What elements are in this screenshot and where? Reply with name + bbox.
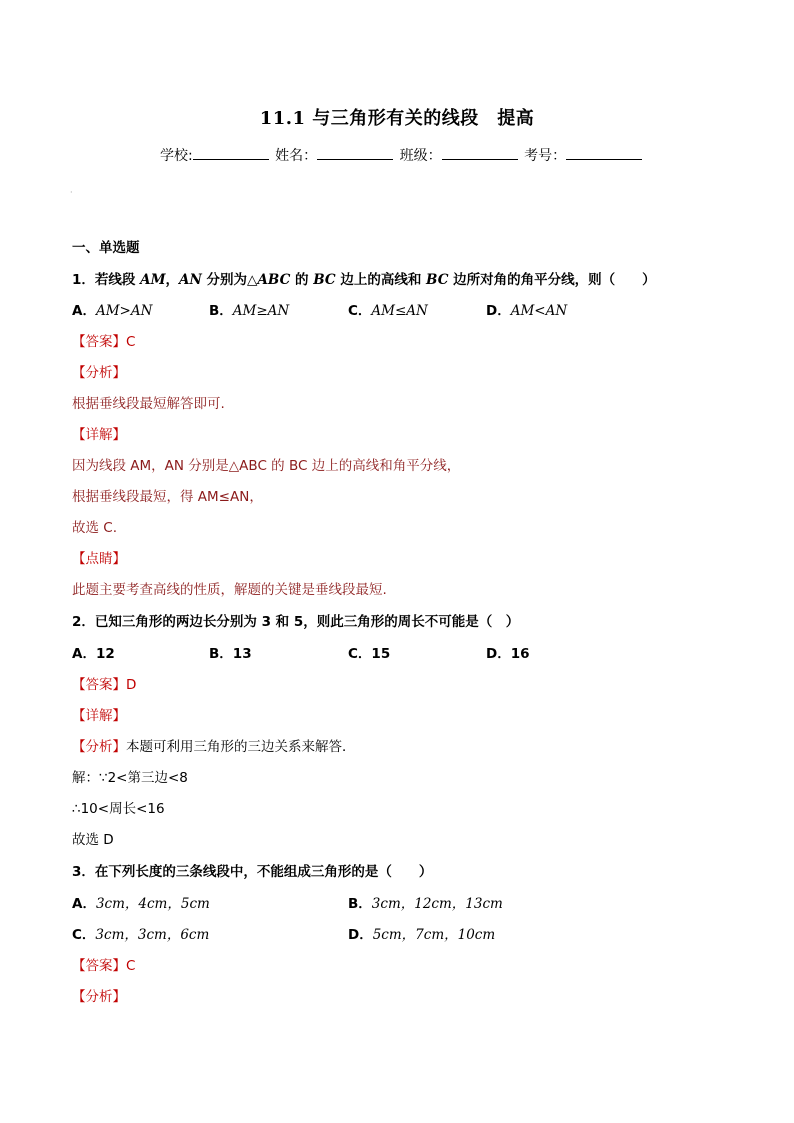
option-label: C． (72, 927, 96, 943)
q2-option-b (209, 642, 252, 662)
option-text: AM>AN (95, 303, 153, 319)
question-1-stem (72, 268, 656, 288)
q3-option-c (72, 923, 209, 943)
q3-option-d (348, 923, 495, 943)
section-heading: 一、单选题 (72, 240, 140, 256)
class-label: 班级： (399, 148, 442, 164)
option-text: 15 (371, 646, 391, 662)
option-text: AM≤AN (371, 303, 428, 319)
answer-label: 【答案】 (72, 677, 126, 693)
q2-option-d (486, 642, 530, 662)
q2-solve-line-1: 解：∵2<第三边<8 (72, 770, 188, 786)
school-label: 学校: (160, 148, 193, 164)
q1-option-d (486, 299, 567, 319)
page-title: 11.1 与三角形有关的线段 提高 (259, 108, 535, 129)
q1-detail-line-1: 因为线段 AM，AN 分别是△ABC 的 BC 边上的高线和角平分线， (72, 458, 461, 474)
q1-analysis-label (72, 361, 126, 381)
q1-stem-var: AN (179, 272, 202, 288)
q2-analysis (72, 735, 356, 755)
q3-option-b (348, 892, 503, 912)
option-text: 3cm，12cm，13cm (371, 896, 503, 912)
name-label: 姓名： (275, 148, 318, 164)
option-text: 5cm，7cm，10cm (372, 927, 496, 943)
q1-detail-line-2: 根据垂线段最短，得 AM≤AN， (72, 489, 263, 505)
class-blank (442, 147, 518, 160)
option-label: A． (72, 646, 96, 662)
decorative-dot: · (70, 188, 73, 197)
q2-answer (72, 673, 136, 693)
answer-label: 【答案】 (72, 958, 126, 974)
option-text: AM≥AN (232, 303, 290, 319)
q2-detail-label (72, 704, 126, 724)
detail-label: 【详解】 (72, 427, 126, 443)
q3-option-a (72, 892, 210, 912)
q1-stem-part: 边所对角的角平分线，则（ ） (448, 272, 656, 288)
q1-option-a (72, 299, 152, 319)
q1-stem-part: 1．若线段 (72, 272, 141, 288)
question-2-stem: 2．已知三角形的两边长分别为 3 和 5，则此三角形的周长不可能是（ ） (72, 614, 520, 630)
number-blank (566, 147, 642, 160)
option-text: AM<AN (510, 303, 568, 319)
q1-stem-var: AM (140, 272, 166, 288)
q1-stem-part: 的 (290, 272, 314, 288)
option-label: D． (486, 303, 511, 319)
q3-analysis-label (72, 985, 126, 1005)
q1-answer (72, 330, 135, 350)
option-text: 3cm，4cm，5cm (95, 896, 210, 912)
q2-solve-line-3: 故选 D (72, 832, 114, 848)
q1-comment-label (72, 547, 126, 567)
q1-stem-part: 分别为△ (201, 272, 258, 288)
answer-value: D (126, 677, 137, 693)
option-text: 13 (232, 646, 252, 662)
analysis-label: 【分析】 (72, 365, 126, 381)
option-label: D． (348, 927, 373, 943)
option-label: B． (348, 896, 372, 912)
answer-value: C (126, 958, 136, 974)
q3-answer (72, 954, 135, 974)
q1-stem-part: ， (165, 272, 180, 288)
q1-stem-part: 边上的高线和 (335, 272, 427, 288)
comment-label: 【点睛】 (72, 551, 126, 567)
q1-stem-var: BC (426, 272, 449, 288)
q1-stem-var: ABC (257, 272, 291, 288)
option-text: 16 (510, 646, 530, 662)
analysis-text: 本题可利用三角形的三边关系来解答． (126, 739, 356, 755)
number-label: 考号： (524, 148, 567, 164)
q1-detail-label (72, 423, 126, 443)
q2-solve-line-2: ∴10<周长<16 (72, 801, 165, 817)
option-label: B． (209, 646, 233, 662)
option-label: B． (209, 303, 233, 319)
q1-detail-line-3: 故选 C. (72, 520, 118, 536)
name-blank (317, 147, 393, 160)
answer-value: C (126, 334, 136, 350)
q2-option-c (348, 642, 390, 662)
question-3-stem: 3．在下列长度的三条线段中，不能组成三角形的是（ ） (72, 864, 433, 880)
q1-comment-text: 此题主要考查高线的性质，解题的关键是垂线段最短. (72, 582, 387, 598)
detail-label: 【详解】 (72, 708, 126, 724)
option-label: D． (486, 646, 511, 662)
school-blank (193, 147, 269, 160)
option-label: A． (72, 303, 96, 319)
option-text: 3cm，3cm，6cm (95, 927, 210, 943)
q1-analysis-text: 根据垂线段最短解答即可. (72, 396, 225, 412)
student-info-line (160, 145, 644, 165)
answer-label: 【答案】 (72, 334, 126, 350)
q1-option-b (209, 299, 289, 319)
q1-stem-var: BC (313, 272, 336, 288)
option-text: 12 (95, 646, 115, 662)
analysis-label: 【分析】 (72, 989, 126, 1005)
analysis-label: 【分析】 (72, 739, 126, 755)
option-label: A． (72, 896, 96, 912)
q1-option-c (348, 299, 428, 319)
option-label: C． (348, 646, 372, 662)
option-label: C． (348, 303, 372, 319)
q2-option-a (72, 642, 115, 662)
